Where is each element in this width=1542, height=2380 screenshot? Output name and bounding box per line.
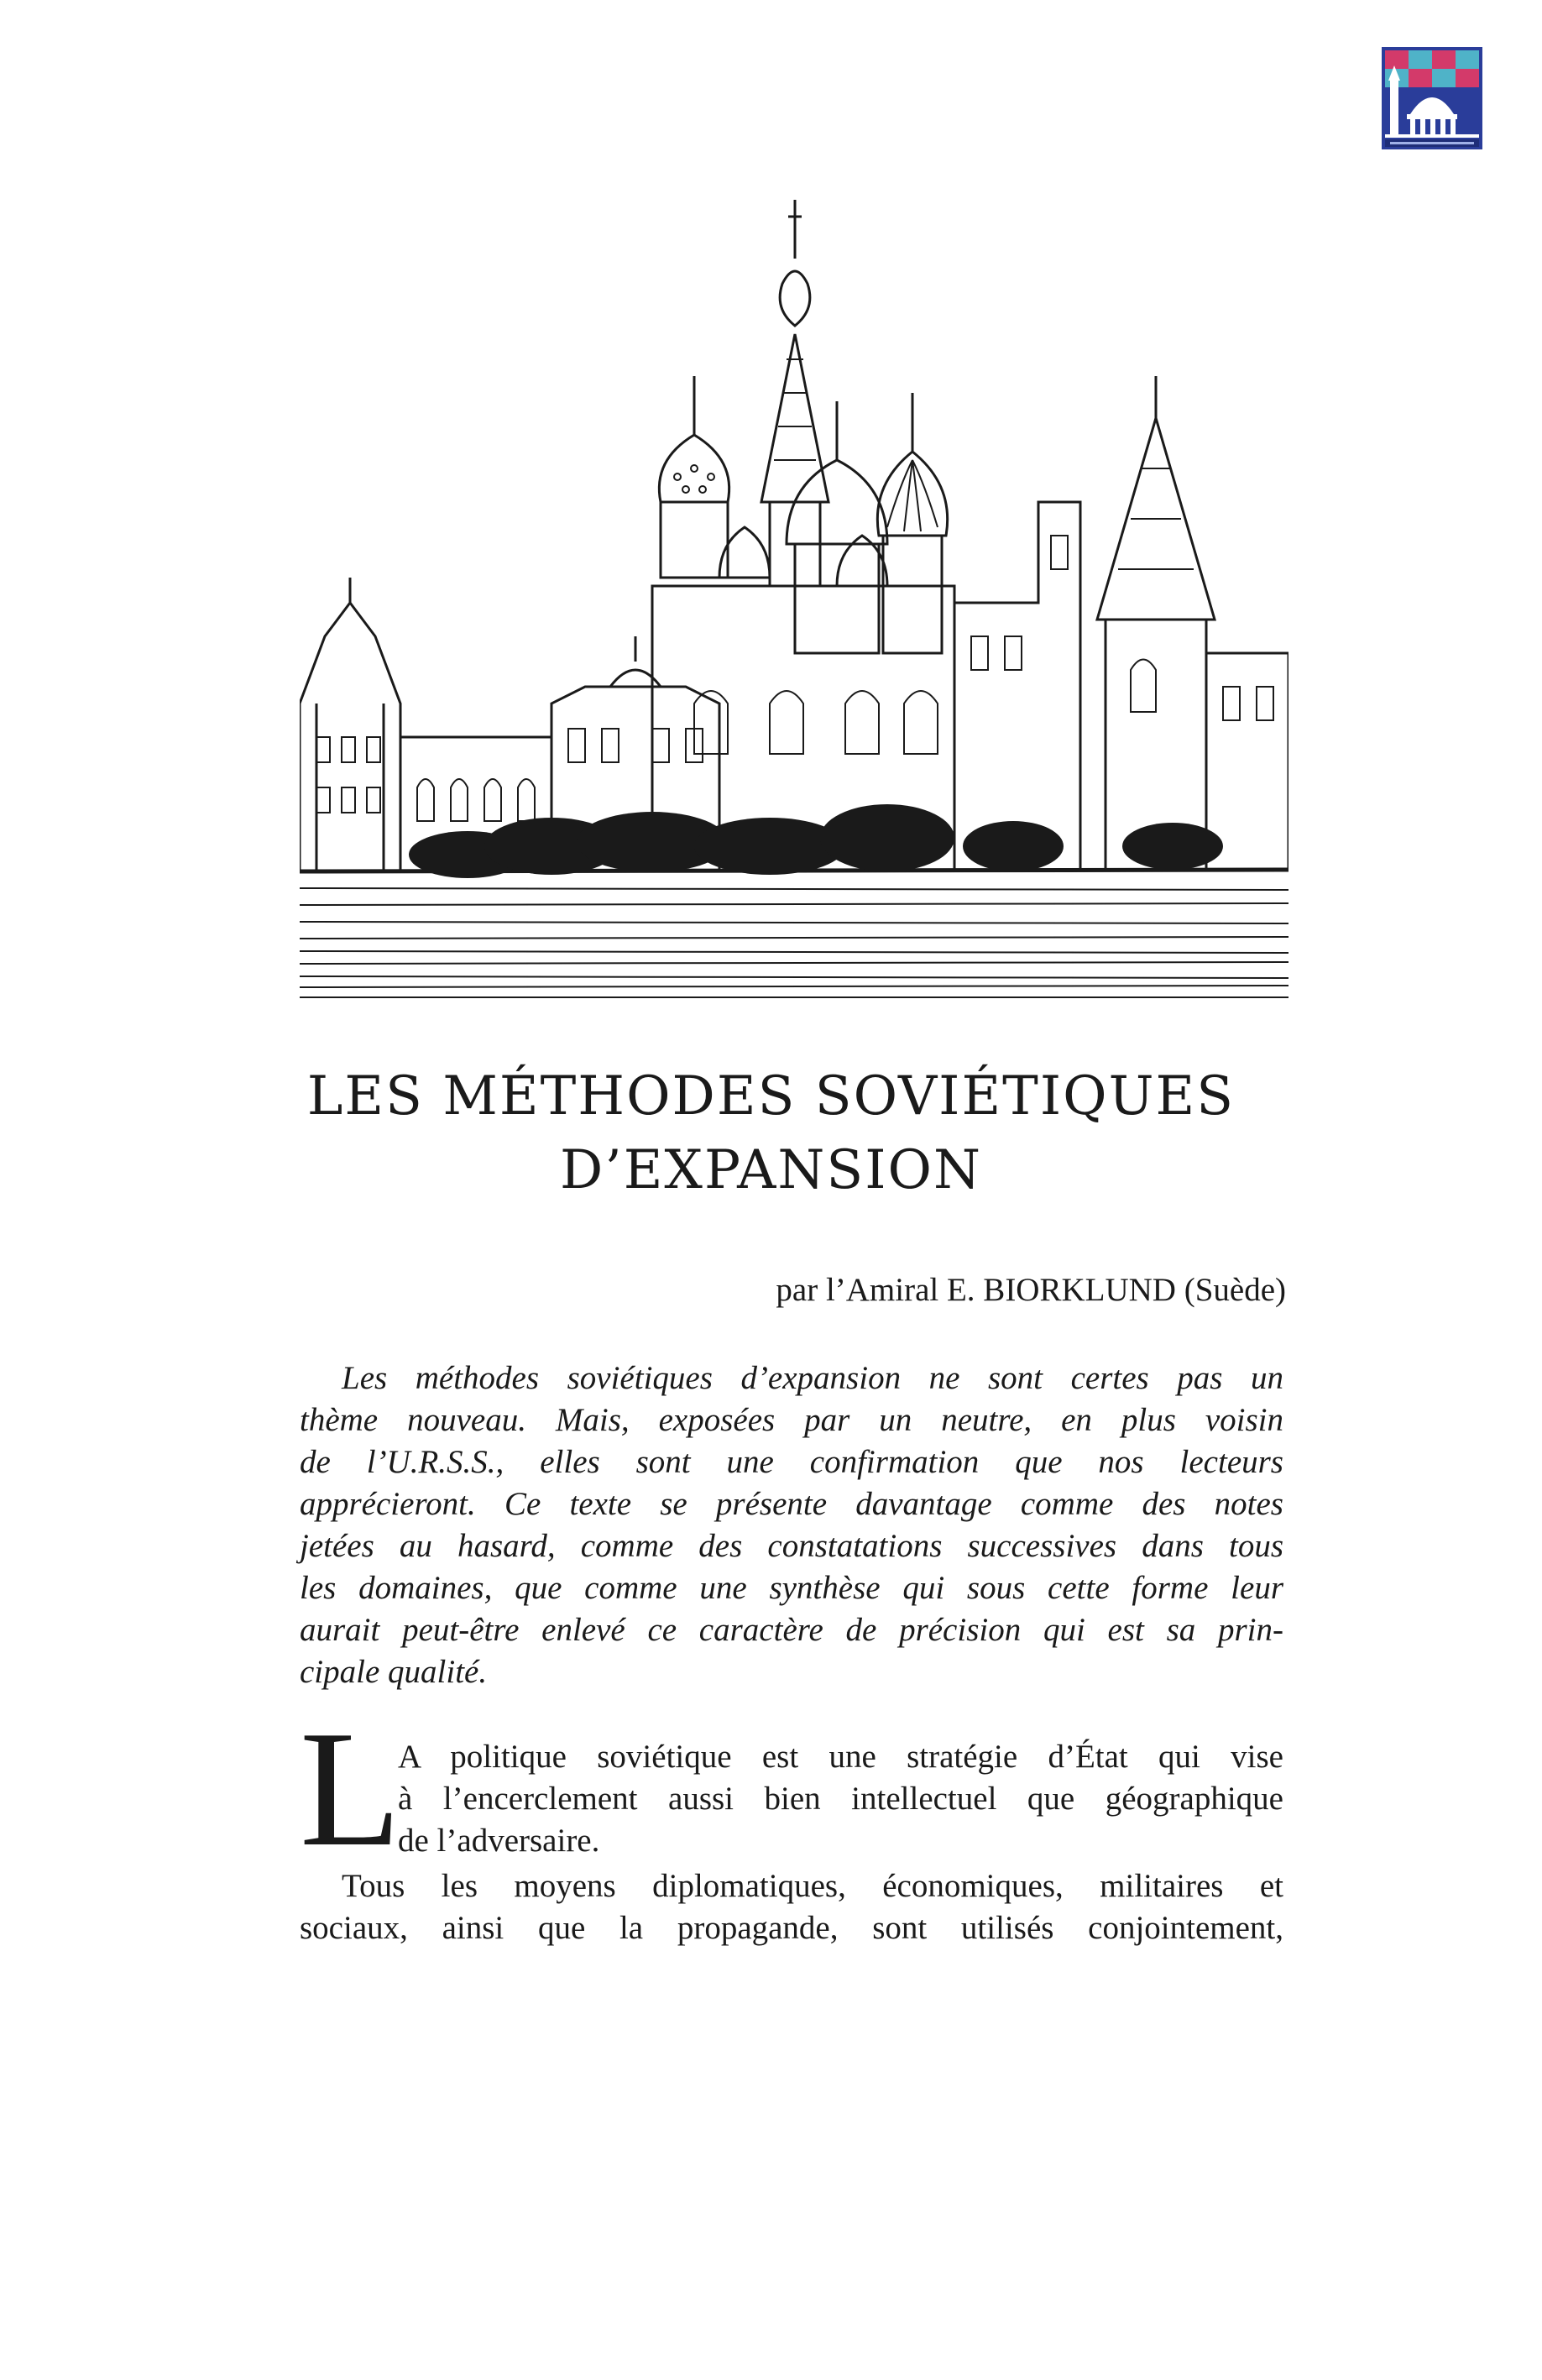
- institution-logo-icon: [1382, 47, 1482, 149]
- article-title-line2: D’EXPANSION: [560, 1139, 982, 1201]
- intro-line: jetées au hasard, comme des constatations successives dans tous: [300, 1528, 1283, 1564]
- publication-logo: [1382, 47, 1482, 149]
- intro-line: Les méthodes soviétiques d’expansion ne sont certes pas un: [342, 1360, 1283, 1396]
- body-line: de l’adversaire.: [398, 1823, 600, 1859]
- illustration: [300, 183, 1288, 999]
- body-line: sociaux, ainsi que la propagande, sont utilisés conjointement,: [300, 1910, 1283, 1946]
- intro-line: de l’U.R.S.S., elles sont une confirmation que nos lecteurs: [300, 1444, 1283, 1480]
- body-line: Tous les moyens diplomatiques, économiques, militaires et: [342, 1868, 1283, 1904]
- intro-line: les domaines, que comme une synthèse qui sous cette forme leur: [300, 1570, 1283, 1606]
- intro-line: thème nouveau. Mais, exposées par un neutre, en plus voisin: [300, 1402, 1283, 1438]
- intro-line: apprécieront. Ce texte se présente davantage comme des notes: [300, 1486, 1283, 1522]
- drop-cap: L: [300, 1697, 401, 1880]
- article-title-line1: LES MÉTHODES SOVIÉTIQUES: [306, 1065, 1236, 1127]
- article-body: [300, 1736, 1283, 1949]
- intro-line: cipale qualité.: [300, 1654, 488, 1690]
- body-line: à l’encerclement aussi bien intellectuel que géographique: [398, 1781, 1283, 1817]
- kremlin-cathedral-illustration-icon: [300, 183, 1288, 999]
- intro-line: aurait peut-être enlevé ce caractère de précision qui est sa prin-: [300, 1612, 1283, 1648]
- article-title: [252, 1059, 1290, 1207]
- article-intro: [300, 1357, 1283, 1693]
- article-byline: par l’Amiral E. BIORKLUND (Suède): [776, 1272, 1286, 1308]
- body-line: A politique soviétique est une stratégie d’État qui vise: [398, 1739, 1283, 1775]
